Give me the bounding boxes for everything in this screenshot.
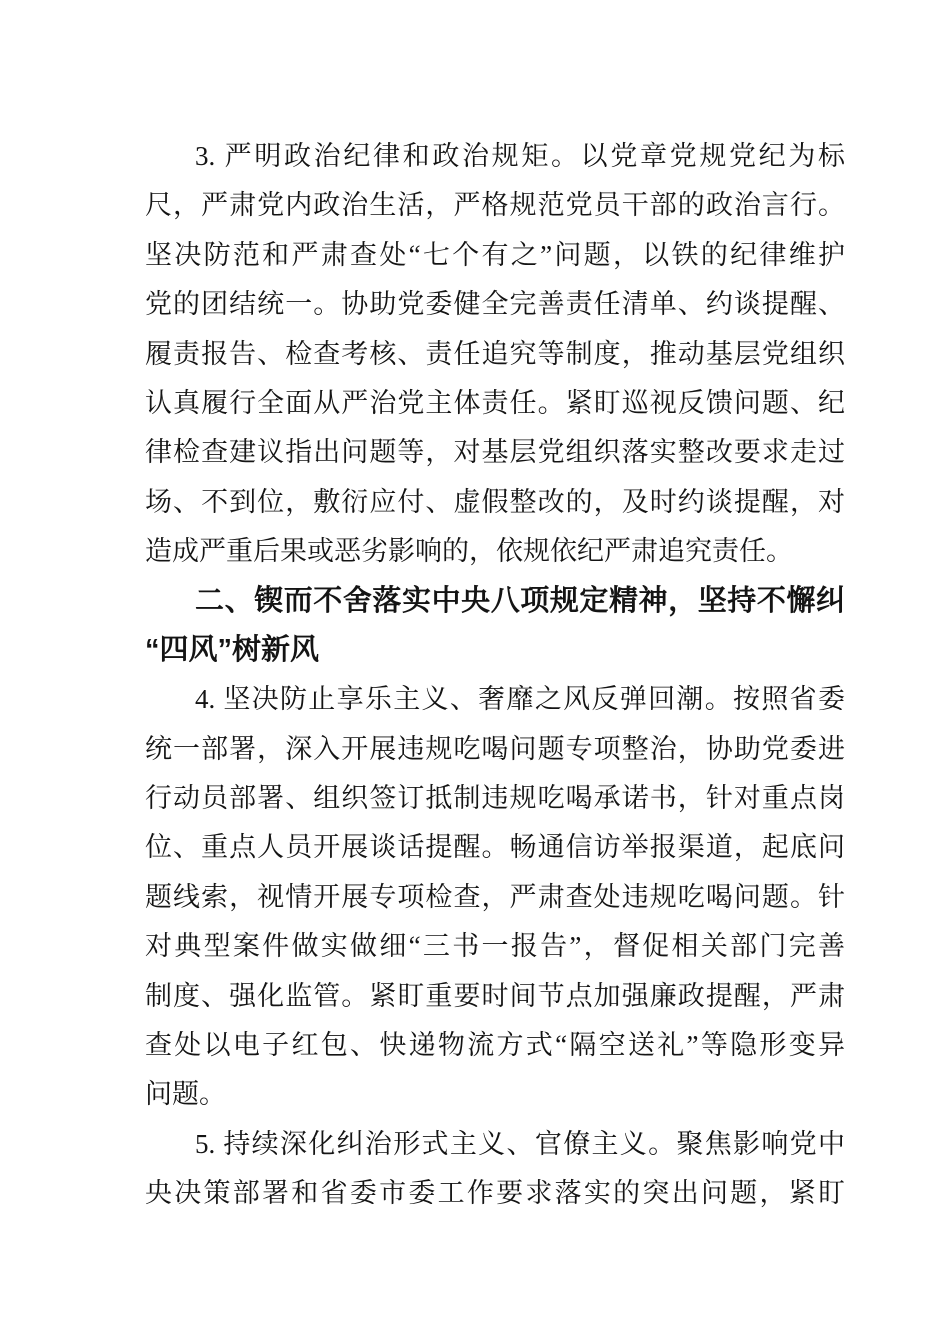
item-4-paragraph-line-3: 行动员部署、组织签订抵制违规吃喝承诺书，针对重点岗 — [145, 783, 845, 814]
item-4-paragraph-line-7: 制度、强化监管。紧盯重要时间节点加强廉政提醒，严肃 — [145, 980, 845, 1011]
item-4-paragraph-line-4: 位、重点人员开展谈话提醒。畅通信访举报渠道，起底问 — [145, 832, 845, 863]
item-3-paragraph-line-3: 坚决防范和严肃查处“七个有之”问题，以铁的纪律维护 — [145, 239, 845, 270]
document-body — [145, 132, 845, 1219]
item-4-paragraph-line-6: 对典型案件做实做细“三书一报告”，督促相关部门完善 — [145, 931, 845, 962]
item-5-paragraph-line-2: 央决策部署和省委市委工作要求落实的突出问题，紧盯 — [145, 1178, 845, 1209]
item-4-paragraph-line-2: 统一部署，深入开展违规吃喝问题专项整治，协助党委进 — [145, 733, 845, 764]
item-3-paragraph-line-6: 认真履行全面从严治党主体责任。紧盯巡视反馈问题、纪 — [145, 387, 845, 418]
item-3-paragraph-line-5: 履责报告、检查考核、责任追究等制度，推动基层党组织 — [145, 338, 845, 369]
item-5-paragraph-line-1: 5. 持续深化纠治形式主义、官僚主义。聚焦影响党中 — [195, 1128, 845, 1159]
item-3-paragraph-line-4: 党的团结统一。协助党委健全完善责任清单、约谈提醒、 — [145, 289, 845, 320]
item-3-paragraph-line-9: 造成严重后果或恶劣影响的，依规依纪严肃追究责任。 — [145, 536, 793, 567]
item-4-paragraph-line-1: 4. 坚决防止享乐主义、奢靡之风反弹回潮。按照省委 — [195, 684, 845, 715]
item-4-paragraph-line-8: 查处以电子红包、快递物流方式“隔空送礼”等隐形变异 — [145, 1030, 845, 1061]
item-3-paragraph-line-7: 律检查建议指出问题等，对基层党组织落实整改要求走过 — [145, 437, 845, 468]
item-3-paragraph-line-2: 尺，严肃党内政治生活，严格规范党员干部的政治言行。 — [145, 190, 845, 221]
section-2-heading-line-2: “四风”树新风 — [145, 633, 320, 666]
item-3-paragraph-line-8: 场、不到位，敷衍应付、虚假整改的，及时约谈提醒，对 — [145, 486, 845, 517]
item-3-paragraph-line-1: 3. 严明政治纪律和政治规矩。以党章党规党纪为标 — [195, 141, 845, 171]
item-4-paragraph-line-5: 题线索，视情开展专项检查，严肃查处违规吃喝问题。针 — [145, 881, 845, 912]
section-2-heading-line-1: 二、锲而不舍落实中央八项规定精神，坚持不懈纠 — [195, 584, 845, 617]
item-4-paragraph-line-9: 问题。 — [145, 1079, 226, 1110]
